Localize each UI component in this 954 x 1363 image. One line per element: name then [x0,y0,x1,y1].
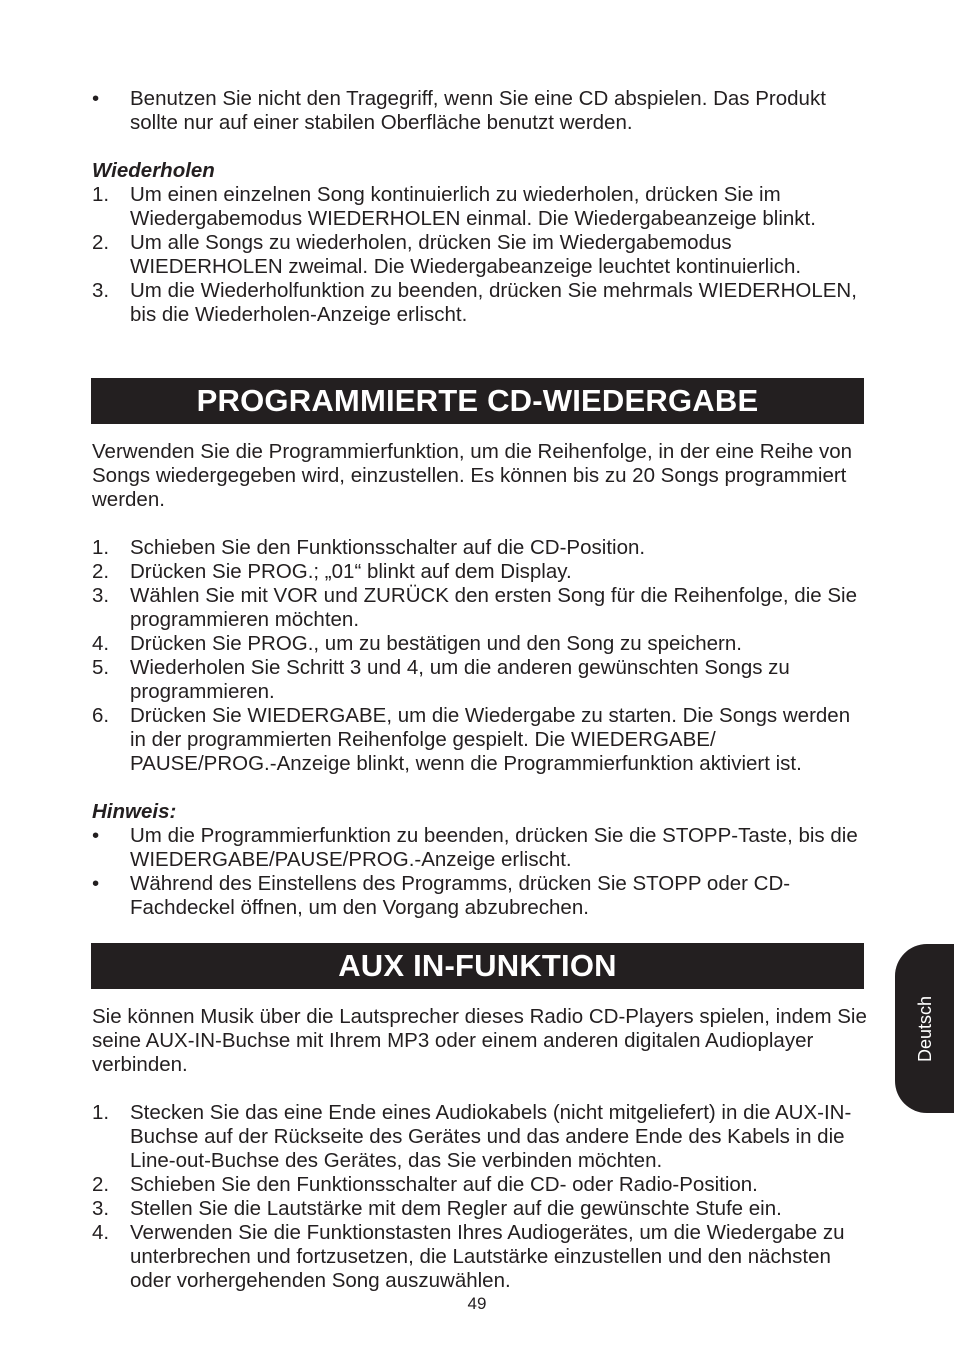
list-item [92,279,867,327]
note-list [92,824,867,920]
aux-intro: Sie können Musik über die Lautsprecher dieses Radio CD-Players spielen, indem Sie seine AUX-IN-Buchse mit Ihrem MP3 oder einem anderen digitalen Audioplayer verbinden. [92,1005,867,1076]
list-item [92,1197,867,1221]
section-banner-program: PROGRAMMIERTE CD-WIEDERGABE [91,378,864,424]
note-text: Während des Einstellens des Programms, drücken Sie STOPP oder CD-Fachdeckel öffnen, um den Vorgang abzubrechen. [130,872,791,919]
item-number: 1. [92,536,110,559]
item-text: Stellen Sie die Lautstärke mit dem Regler auf die gewünschte Stufe ein. [130,1197,782,1220]
item-number: 3. [92,584,110,607]
list-item [92,824,867,872]
item-text: Schieben Sie den Funktionsschalter auf die CD-Position. [130,536,646,559]
list-item [92,183,867,231]
list-item [92,560,867,584]
list-item [92,1173,867,1197]
note-text: Um die Programmierfunktion zu beenden, drücken Sie die STOPP-Taste, bis die WIEDERGABE/PAUSE/PROG.-Anzeige erlischt. [130,824,858,871]
list-item [92,87,867,135]
item-text: Um einen einzelnen Song kontinuierlich zu wiederholen, drücken Sie im Wiedergabemodus WIEDERHOLEN einmal. Die Wiedergabeanzeige blinkt. [130,183,816,230]
repeat-heading: Wiederholen [92,159,215,182]
item-number: 1. [92,183,110,206]
item-number: 4. [92,632,110,655]
item-number: 2. [92,560,110,583]
item-text: Stecken Sie das eine Ende eines Audiokabels (nicht mitgeliefert) in die AUX-IN-Buchse auf der Rückseite des Gerätes und das andere Ende des Kabels in die Line-out-Buchse des Gerätes, das Sie verbinden möchten. [130,1101,852,1172]
item-text: Drücken Sie WIEDERGABE, um die Wiedergabe zu starten. Die Songs werden in der programmierten Reihenfolge gespielt. Die WIEDERGABE/ PAUSE/PROG.-Anzeige blinkt, wenn die Programmierfunktion aktiviert ist. [130,704,851,775]
list-item [92,231,867,279]
language-side-tab [895,944,954,1113]
list-item [92,584,867,632]
bullet-marker: • [92,824,100,847]
item-text: Wiederholen Sie Schritt 3 und 4, um die anderen gewünschten Songs zu programmieren. [130,656,790,703]
program-intro: Verwenden Sie die Programmierfunktion, um die Reihenfolge, in der eine Reihe von Songs wiedergegeben wird, einzustellen. Es können bis zu 20 Songs programmiert werden. [92,440,853,511]
list-item [92,1101,867,1173]
item-text: Drücken Sie PROG., um zu bestätigen und den Song zu speichern. [130,632,742,655]
item-number: 3. [92,279,110,302]
aux-steps-list [92,1101,867,1293]
list-item [92,656,867,704]
note-heading: Hinweis: [92,800,177,823]
intro-bullet-list [92,87,867,135]
item-number: 4. [92,1221,110,1244]
repeat-list [92,183,867,327]
bullet-text: Benutzen Sie nicht den Tragegriff, wenn Sie eine CD abspielen. Das Produkt sollte nur auf einer stabilen Oberfläche benutzt werden. [130,87,826,134]
item-text: Um alle Songs zu wiederholen, drücken Sie im Wiedergabemodus WIEDERHOLEN zweimal. Die Wiedergabeanzeige leuchtet kontinuierlich. [130,231,802,278]
item-number: 2. [92,1173,110,1196]
list-item [92,872,867,920]
item-text: Wählen Sie mit VOR und ZURÜCK den ersten Song für die Reihenfolge, die Sie programmieren möchten. [130,584,857,631]
section-banner-aux: AUX IN-FUNKTION [91,943,864,989]
item-number: 5. [92,656,110,679]
program-steps-list [92,536,867,776]
item-text: Um die Wiederholfunktion zu beenden, drücken Sie mehrmals WIEDERHOLEN, bis die Wiederholen-Anzeige erlischt. [130,279,857,326]
list-item [92,536,867,560]
item-number: 1. [92,1101,110,1124]
item-text: Verwenden Sie die Funktionstasten Ihres Audiogerätes, um die Wiedergabe zu unterbrechen und fortzusetzen, die Lautstärke einzustellen und den nächsten oder vorhergehenden Song auszuwählen. [130,1221,845,1292]
page-number: 49 [467,1294,487,1313]
item-text: Schieben Sie den Funktionsschalter auf die CD- oder Radio-Position. [130,1173,758,1196]
bullet-marker: • [92,87,100,110]
list-item [92,1221,867,1293]
item-text: Drücken Sie PROG.; „01“ blinkt auf dem Display. [130,560,572,583]
item-number: 6. [92,704,110,727]
bullet-marker: • [92,872,100,895]
list-item [92,704,867,776]
item-number: 3. [92,1197,110,1220]
language-tab-label: Deutsch [914,995,935,1062]
list-item [92,632,867,656]
item-number: 2. [92,231,110,254]
